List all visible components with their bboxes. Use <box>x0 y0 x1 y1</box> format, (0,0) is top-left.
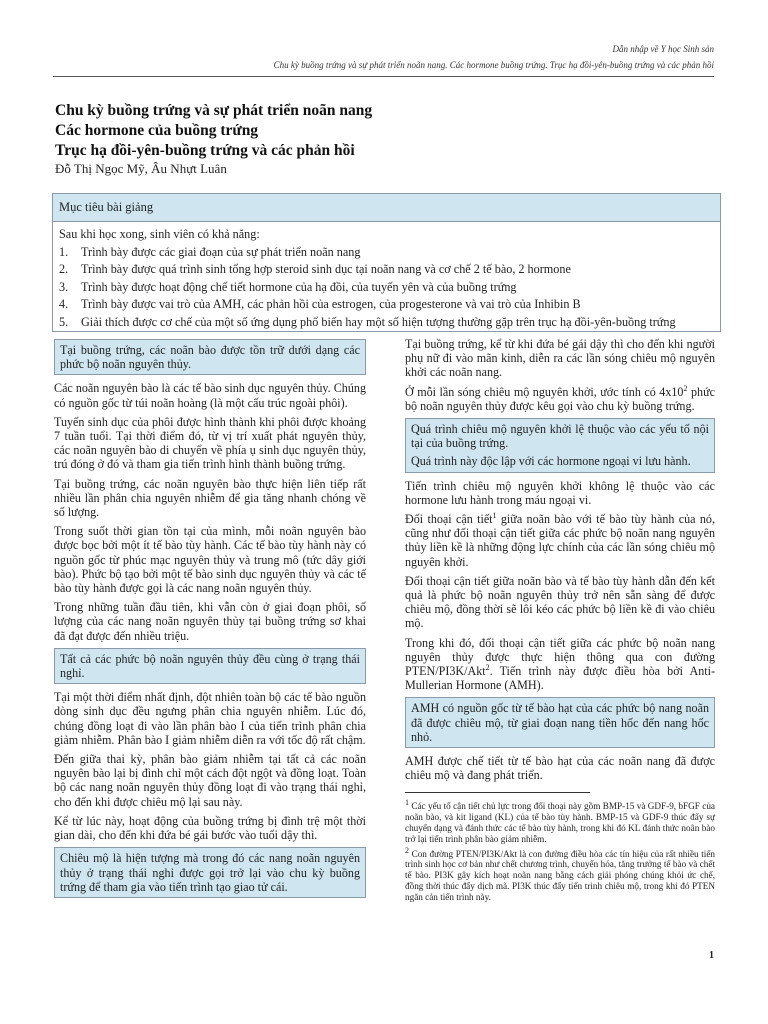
paragraph: Đối thoại cận tiết$^1$ giữa noãn bào với tế bào tùy hành của nó, cũng như đối thoại cận tiết giữa các phức bộ noãn nang nguyên thủy liền kề là những động lực chính của các lần sóng chiêu mộ nguyên khởi. <box>405 511 715 569</box>
paragraph: AMH được chế tiết từ tế bào hạt của các noãn nang đã được chiêu mộ và đang phát triển. <box>405 754 715 783</box>
paragraph: Trong suốt thời gian tồn tại của mình, mỗi noãn nguyên bào được bọc bởi một ít tế bào tùy hành. Các tế bào tùy hành này có nguồn gốc từ phúc mạc nguyên thủy và trung mô (tức dây giới bào). Phức bộ tạo bởi một tế bào sinh dục nguyên thủy và các tế bào tùy hành được gọi là các nang noãn nguyên thủy. <box>54 524 366 596</box>
running-header-subtitle: Chu kỳ buồng trứng và sự phát triển noãn nang. Các hormone buồng trứng. Trục hạ đồi-yên-buồng trứng và các phản hồi <box>273 60 714 70</box>
objective-number: 1. <box>59 244 69 259</box>
objective-number: 4. <box>59 297 69 311</box>
objectives-intro: Sau khi học xong, sinh viên có khả năng: <box>59 227 260 241</box>
objectives-body <box>53 222 720 335</box>
footnote: $^1$ Các yếu tố cận tiết chủ lực trong đối thoại này gồm BMP-15 và GDF-9, bFGF của noãn bào, và kit ligand (KL) của tế bào tùy hành. BMP-15 và GDF-9 thúc đẩy sự chuyển dạng và đánh thức các tế bào tùy hành, trong khi đó KL đánh thức noãn bào trở lại tiến trình phân bào giảm nhiễm. <box>405 798 715 844</box>
superscript: 2 <box>683 383 688 393</box>
footnote-ref[interactable]: 1 <box>492 511 497 520</box>
highlight-text: Quá trình này độc lập với các hormone ngoại vi lưu hành. <box>411 454 691 469</box>
highlight-box <box>405 418 715 473</box>
objective-item <box>59 279 714 297</box>
objective-text: Trình bày được hoạt động chế tiết hormone của hạ đồi, của tuyến yên và của buồng trứng <box>81 279 517 294</box>
paragraph: Tiến trình chiêu mộ nguyên khởi không lệ thuộc vào các hormone lưu hành trong máu ngoại vi. <box>405 478 715 507</box>
title-line-2: Các hormone của buồng trứng <box>55 122 259 139</box>
objective-number: 5. <box>59 314 69 329</box>
objective-text: Trình bày được quá trình sinh tổng hợp steroid sinh dục tại noãn nang và cơ chế 2 tế bào, 2 hormone <box>81 262 571 276</box>
footnote-divider <box>405 792 590 793</box>
objective-item <box>59 314 714 332</box>
highlight-text: Chiêu mộ là hiện tượng mà trong đó các nang noãn nguyên thủy ở trạng thái nghỉ được gọi trở lại vào chu kỳ buồng trứng để tham gia vào tiến trình tạo giao tử cái. <box>60 851 360 894</box>
paragraph: Đối thoại cận tiết giữa noãn bào và tế bào tùy hành dẫn đến kết quả là phức bộ noãn nguyên thủy trở nên sẵn sàng để được chiêu mộ, đồng thời sẽ lôi kéo các phức bộ liền kề đi vào chiêu mộ. <box>405 573 715 631</box>
paragraph: Tuyến sinh dục của phôi được hình thành khi phôi được khoảng 7 tuần tuổi. Tại thời điểm đó, từ vị trí xuất phát nguyên thủy, các noãn nguyên bào di chuyển về phía ụ sinh dục nguyên thủy, trú đóng ở đó và tham gia tiến trình hình thành buồng trứng. <box>54 414 366 472</box>
authors: Đỗ Thị Ngọc Mỹ, Âu Nhựt Luân <box>55 161 227 176</box>
highlight-text: Quá trình chiêu mộ nguyên khởi lệ thuộc vào các yếu tố nội tại của buồng trứng. <box>411 422 709 451</box>
running-header-title: Dẫn nhập về Y học Sinh sản <box>612 44 714 54</box>
title-line-3: Trục hạ đồi-yên-buồng trứng và các phản hồi <box>55 142 355 159</box>
paragraph: Trong những tuần đầu tiên, khi vẫn còn ở giai đoạn phôi, số lượng của các nang noãn nguyên thủy tại buồng trứng sơ khai đã đạt được đến nhiều triệu. <box>54 600 366 643</box>
paragraph: Đến giữa thai kỳ, phân bào giảm nhiễm tại tất cả các noãn nguyên bào lại bị đình chỉ một cách đột ngột và đồng loạt. Toàn bộ các nang noãn nguyên thủy đồng loạt đi vào trạng thái nghỉ, cho đến khi được chiêu mộ lại sau này. <box>54 752 366 809</box>
paragraph: Tại buồng trứng, các noãn nguyên bào thực hiện liên tiếp rất nhiều lần phân chia nguyên nhiễm để gia tăng nhanh chóng về số lượng. <box>54 476 366 520</box>
objective-text: Trình bày được vai trò của AMH, các phản hồi của estrogen, của progesterone và vai trò của Inhibin B <box>81 297 581 311</box>
footnote-ref[interactable]: 2 <box>485 663 490 673</box>
highlight-text: AMH có nguồn gốc từ tế bào hạt của các phức bộ nang noãn đã được chiêu mộ, từ giai đoạn nang tiền hốc đến nang hốc nhỏ. <box>411 701 709 744</box>
objective-text: Trình bày được các giai đoạn của sự phát triển noãn nang <box>81 244 361 259</box>
objective-number: 2. <box>59 262 69 276</box>
left-column <box>54 337 366 904</box>
highlight-box <box>54 847 366 898</box>
title-line-1: Chu kỳ buồng trứng và sự phát triển noãn nang <box>55 102 373 119</box>
paragraph: Tại một thời điểm nhất định, đột nhiên toàn bộ các tế bào nguồn dòng sinh dục đều ngưng phân chia nguyên nhiễm. Lúc đó, chúng đồng loạt đi vào lần phân bào I của tiến trình phân chia giảm nhiễm. Phân bào I giảm nhiễm diễn ra với tốc độ rất chậm. <box>54 690 366 747</box>
objective-number: 3. <box>59 279 69 294</box>
highlight-box <box>54 339 366 375</box>
right-column <box>405 337 715 907</box>
objectives-heading: Mục tiêu bài giảng <box>53 194 720 222</box>
highlight-box <box>405 697 715 748</box>
footnote: $^2$ Con đường PTEN/PI3K/Akt là con đường điều hòa các tín hiệu của rất nhiều tiến trình sinh học cơ bản như chết chương trình, chuyển hóa, tăng trưởng tế bào và chết tế bào. PI3K gây kích hoạt noãn nang bằng cách giải phóng chúng khỏi ức chế, đồng thời thúc đẩy dịch mã. PI3K thúc đẩy tiến trình chiêu mộ, trong khi đó PTEN ngăn cản tiến trình này. <box>405 845 715 902</box>
paragraph: Các noãn nguyên bào là các tế bào sinh dục nguyên thủy. Chúng có nguồn gốc từ túi noãn hoàng (là một cấu trúc ngoài phôi). <box>54 381 366 410</box>
paragraph: Tại buồng trứng, kể từ khi đứa bé gái dậy thì cho đến khi người phụ nữ đi vào mãn kinh, diễn ra các lần sóng chiêu mộ nguyên khởi các noãn nang. <box>405 337 715 380</box>
paragraph: Ở mỗi lần sóng chiêu mộ nguyên khởi, ước tính có $4x10^2$ phức bộ noãn nguyên thủy được kêu gọi vào chu kỳ buồng trứng. <box>405 383 715 413</box>
objective-text: Giải thích được cơ chế của một số ứng dụng phổ biến hay một số hiện tượng thường gặp trên trục hạ đồi-yên-buồng trứng <box>81 314 676 329</box>
objectives-box <box>52 193 721 332</box>
objective-item <box>59 261 714 279</box>
paragraph: Trong khi đó, đối thoại cận tiết giữa các phức bộ noãn nang nguyên thủy được thực hiện thông qua con đường PTEN/PI3K/Akt$^2$. Tiến trình này được điều hòa bởi Anti-Mullerian Hormone (AMH). <box>405 635 715 693</box>
header-divider <box>53 76 714 77</box>
highlight-text: Tại buồng trứng, các noãn bào được tồn trữ dưới dạng các phức bộ noãn nguyên thủy. <box>60 343 360 372</box>
highlight-text: Tất cả các phức bộ noãn nguyên thủy đều cùng ở trạng thái nghỉ. <box>60 651 360 681</box>
objective-item <box>59 244 714 262</box>
objective-item <box>59 296 714 314</box>
highlight-box <box>54 648 366 684</box>
paragraph: Kể từ lúc này, hoạt động của buồng trứng bị đình trệ một thời gian dài, cho đến khi đứa bé gái bước vào tuổi dậy thì. <box>54 813 366 843</box>
page-number: 1 <box>709 950 714 961</box>
